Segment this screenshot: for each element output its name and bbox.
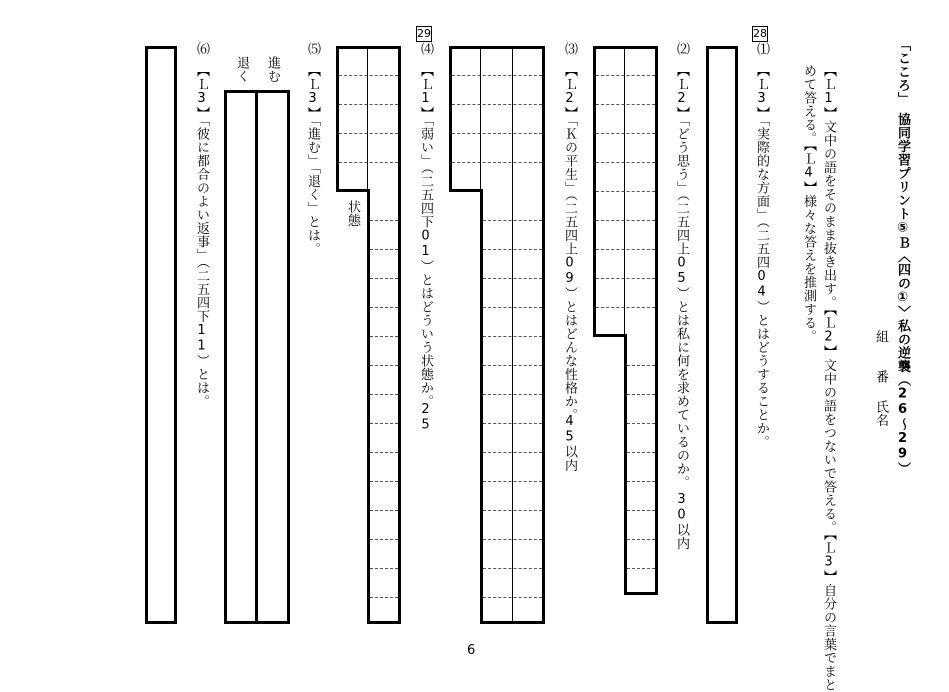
- q1-answer-box[interactable]: [706, 46, 738, 624]
- q3-answer-grid[interactable]: [449, 46, 545, 624]
- q6-text: 【Ｌ3】「彼に都合のよい返事」（二五四下11）とは。: [194, 64, 209, 408]
- class-label: 組: [873, 330, 888, 344]
- q5-label-susumu: 進む: [265, 56, 280, 83]
- name-label: 氏名: [873, 400, 888, 427]
- q5-label-shirizoku: 退く: [234, 56, 249, 83]
- page-number: 6: [467, 643, 476, 658]
- page-title: 「こころ」 協同学習プリント⑤Ｂ〈四の①〉私の逆襲（26〜29）: [895, 38, 910, 476]
- section-number-29: 29: [417, 27, 431, 40]
- q4-suffix-label: 状態: [345, 200, 360, 227]
- instructions-line-1: 【Ｌ1】文中の語をそのまま抜き出す。【Ｌ2】文中の語をつないで答える。【Ｌ3】自分の言葉でまと: [821, 64, 836, 692]
- instructions-line-2: めて答える。【Ｌ4】様々な答えを推測する。: [801, 64, 816, 343]
- q3-number: ⑶: [562, 42, 577, 56]
- q5-answer-box[interactable]: [224, 90, 290, 624]
- q2-answer-grid[interactable]: [593, 46, 658, 595]
- q4-limit: 25: [418, 402, 433, 433]
- q6-answer-box[interactable]: [145, 46, 177, 624]
- q5-number: ⑸: [305, 42, 320, 56]
- q4-text: 【Ｌ1】「弱い」（二五四下01）とはどういう状態か。: [418, 64, 433, 408]
- q5-text: 【Ｌ3】「進む」「退く」とは。: [305, 64, 320, 256]
- q2-limit: 30以内: [674, 492, 689, 550]
- section-number-28: 28: [753, 27, 767, 40]
- number-label: 番: [873, 370, 888, 384]
- q4-number: ⑷: [418, 42, 433, 56]
- q3-limit: 45以内: [562, 414, 577, 472]
- q3-text: 【Ｌ2】「Ｋの平生」（二五四上09）とはどんな性格か。: [562, 64, 577, 422]
- q6-number: ⑹: [194, 42, 209, 56]
- q2-number: ⑵: [674, 42, 689, 56]
- q1-text: 【Ｌ3】「実際的な方面」（二五四04）とはどうすることか。: [754, 64, 769, 449]
- q1-number: ⑴: [754, 42, 769, 56]
- q2-text: 【Ｌ2】「どう思う」（二五四上05）とは私に何を求めているのか。: [674, 64, 689, 489]
- q4-answer-grid[interactable]: [336, 46, 401, 624]
